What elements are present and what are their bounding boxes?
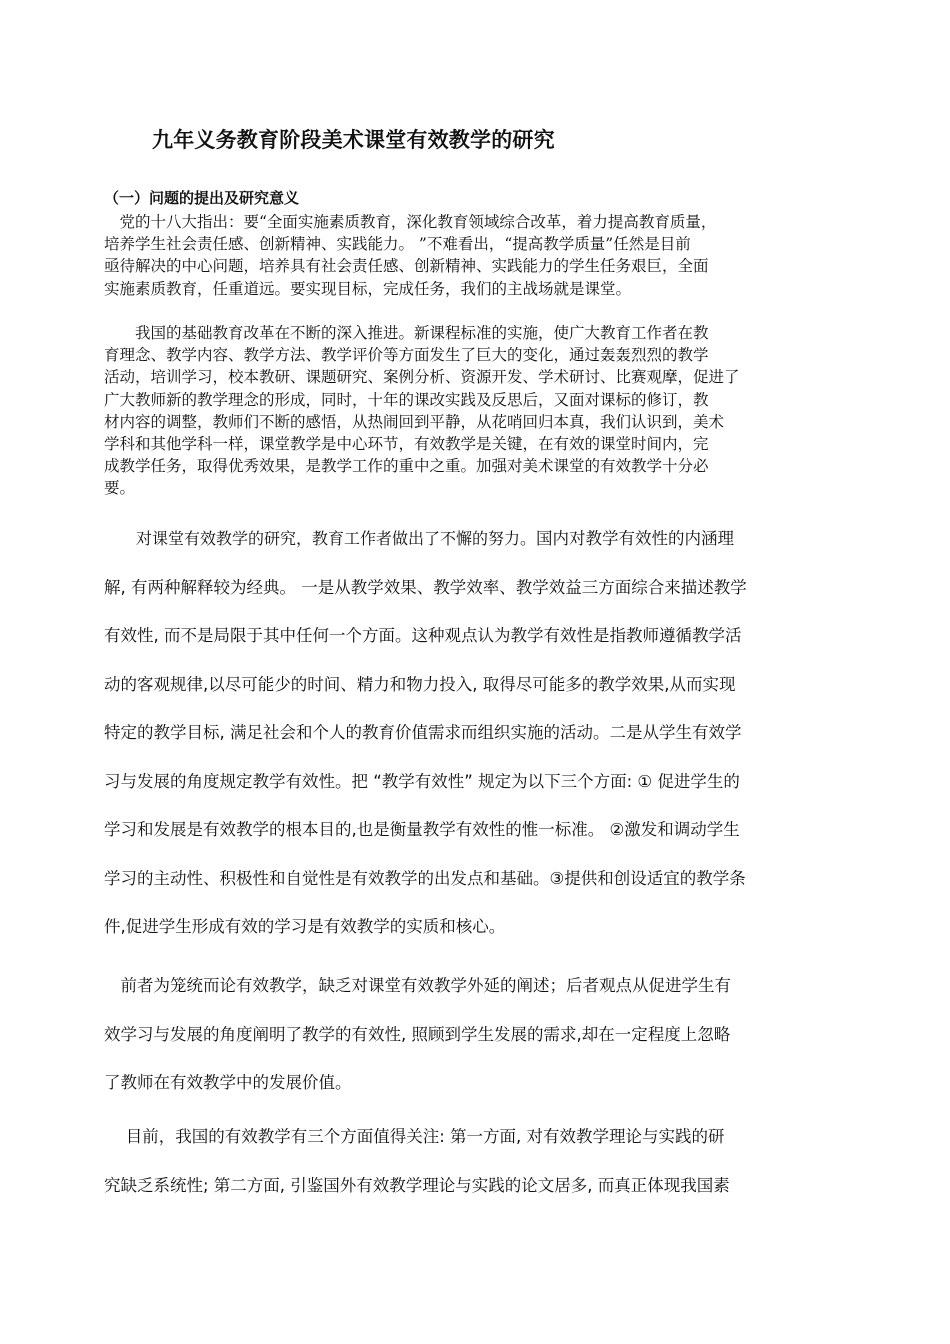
paragraph-line: 习与发展的角度规定教学有效性。把 “教学有效性” 规定为以下三个方面: ① 促进学生的 (104, 771, 740, 791)
paragraph-line: 活动，培训学习，校本教研、课题研究、案例分析、资源开发、学术研讨、比赛观摩，促进了 (104, 368, 740, 387)
paragraph-line: 学习和发展是有效教学的根本目的,也是衡量教学有效性的惟一标准。 ②激发和调动学生 (104, 820, 740, 839)
paragraph-line: 有效性, 而不是局限于其中任何一个方面。这种观点认为教学有效性是指教师遵循教学活 (104, 626, 742, 645)
document-title: 九年义务教育阶段美术课堂有效教学的研究 (152, 127, 555, 152)
paragraph-line: 成教学任务，取得优秀效果，是教学工作的重中之重。加强对美术课堂的有效教学十分必 (104, 457, 709, 476)
paragraph-line: 要。 (104, 479, 136, 498)
paragraph-5 (104, 1113, 844, 1210)
paragraph-line: 广大教师新的教学理念的形成，同时，十年的课改实践及反思后，又面对课标的修订，教 (104, 390, 709, 409)
paragraph-2 (104, 322, 839, 500)
paragraph-1 (104, 211, 839, 300)
paragraph-line: 解, 有两种解释较为经典。 一是从教学效果、教学效率、教学效益三方面综合来描述教学 (104, 577, 747, 597)
paragraph-3 (104, 515, 844, 952)
paragraph-line: 特定的教学目标, 满足社会和个人的教育价值需求而组织实施的活动。二是从学生有效学 (104, 723, 742, 742)
paragraph-line-sans-part: 国内对教学有效性的内涵理 (536, 529, 735, 548)
paragraph-line: 实施素质教育，任重道远。要实现目标，完成任务，我们的主战场就是课堂。 (104, 279, 632, 298)
paragraph-line: 育理念、教学内容、教学方法、教学评价等方面发生了巨大的变化，通过轰轰烈烈的教学 (104, 346, 709, 365)
paragraph-line: 动的客观规律,以尽可能少的时间、精力和物力投入, 取得尽可能多的教学效果,从而实现 (104, 674, 736, 694)
paragraph-line (104, 515, 844, 564)
paragraph-line: 培养学生社会责任感、创新精神、实践能力。 ”不难看出，“提高教学质量”任然是目前 (104, 235, 691, 254)
section-heading: （一）问题的提出及研究意义 (104, 189, 300, 207)
paragraph-line: 党的十八大指出：要“全面实施素质教育，深化教育领域综合改革，着力提高教育质量， (104, 213, 717, 231)
paragraph-line: 前者为笼统而论有效教学，缺乏对课堂有效教学外延的阐述；后者观点从促进学生有 (104, 976, 731, 995)
paragraph-4 (104, 962, 844, 1108)
paragraph-line: 效学习与发展的角度阐明了教学的有效性, 照顾到学生发展的需求,却在一定程度上忽略 (104, 1024, 731, 1044)
paragraph-line: 究缺乏系统性; 第二方面, 引鉴国外有效教学理论与实践的论文居多, 而真正体现我国素 (104, 1175, 730, 1195)
paragraph-line: 学科和其他学科一样，课堂教学是中心环节，有效教学是关键，在有效的课堂时间内，完 (104, 435, 709, 454)
paragraph-line: 我国的基础教育改革在不断的深入推进。新课程标准的实施，使广大教育工作者在教 (104, 324, 709, 342)
paragraph-line: 件,促进学生形成有效的学习是有效教学的实质和核心。 (104, 917, 506, 936)
paragraph-line: 了教师在有效教学中的发展价值。 (104, 1073, 352, 1092)
paragraph-line: 亟待解决的中心问题，培养具有社会责任感、创新精神、实践能力的学生任务艰巨，全面 (104, 257, 709, 276)
paragraph-line: 目前，我国的有效教学有三个方面值得关注: 第一方面, 对有效教学理论与实践的研 (104, 1127, 725, 1146)
paragraph-line: 材内容的调整，教师们不断的感悟，从热闹回到平静，从花哨回归本真，我们认识到，美术 (104, 412, 725, 431)
paragraph-line: 学习的主动性、积极性和自觉性是有效教学的出发点和基础。③提供和创设适宜的教学条 (104, 868, 746, 888)
paragraph-line-serif-part: 对课堂有效教学的研究，教育工作者做出了不懈的努力。 (104, 529, 537, 548)
